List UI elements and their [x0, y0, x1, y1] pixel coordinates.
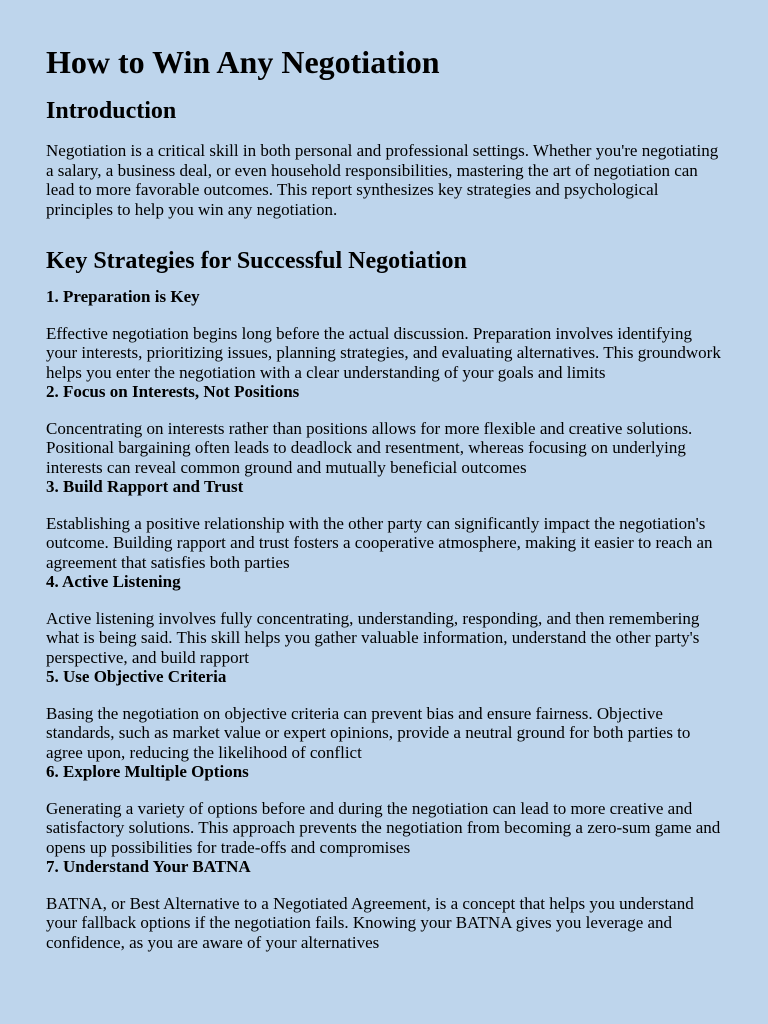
strategy-item-5: [46, 667, 722, 762]
strategy-title: 4. Active Listening: [46, 572, 181, 591]
strategy-body: BATNA, or Best Alternative to a Negotiated Agreement, is a concept that helps you understand your fallback options if the negotiation fails. Knowing your BATNA gives you leverage and confidence, as you are aware of your alternatives: [46, 893, 694, 952]
strategy-item-6: [46, 762, 722, 857]
strategy-body: Active listening involves fully concentrating, understanding, responding, and then remembering what is being said. This skill helps you gather valuable information, understand the other party's perspective, and build rapport: [46, 608, 700, 667]
strategy-body: Effective negotiation begins long before the actual discussion. Preparation involves identifying your interests, prioritizing issues, planning strategies, and evaluating alternatives. This groundwork helps you enter the negotiation with a clear understanding of your goals and limits: [46, 323, 721, 382]
strategy-item-2: [46, 382, 722, 477]
strategy-title: 6. Explore Multiple Options: [46, 762, 249, 781]
strategy-body: Establishing a positive relationship with the other party can significantly impact the negotiation's outcome. Building rapport and trust fosters a cooperative atmosphere, making it easier to reach an agreement that satisfies both parties: [46, 513, 713, 572]
strategy-title: 7. Understand Your BATNA: [46, 857, 251, 876]
strategy-title: 2. Focus on Interests, Not Positions: [46, 382, 300, 401]
strategy-item-4: [46, 572, 722, 667]
strategy-body: Generating a variety of options before and during the negotiation can lead to more creative and satisfactory solutions. This approach prevents the negotiation from becoming a zero-sum game and opens up possibilities for trade-offs and compromises: [46, 798, 721, 857]
strategy-body: Basing the negotiation on objective criteria can prevent bias and ensure fairness. Objective standards, such as market value or expert opinions, provide a neutral ground for both parties to agree upon, reducing the likelihood of conflict: [46, 703, 691, 762]
introduction-heading: Introduction: [46, 98, 177, 124]
strategy-body: Concentrating on interests rather than positions allows for more flexible and creative solutions. Positional bargaining often leads to deadlock and resentment, whereas focusing on underlying interests can reveal common ground and mutually beneficial outcomes: [46, 418, 693, 477]
strategies-list: [46, 287, 722, 952]
strategy-title: 3. Build Rapport and Trust: [46, 477, 244, 496]
introduction-paragraph: Negotiation is a critical skill in both personal and professional settings. Whether you're negotiating a salary, a business deal, or even household responsibilities, mastering the art of negotiation can lead to more favorable outcomes. This report synthesizes key strategies and psychological principles to help you win any negotiation.: [46, 141, 719, 219]
page-title: How to Win Any Negotiation: [46, 44, 440, 80]
strategy-title: 5. Use Objective Criteria: [46, 667, 227, 686]
strategy-item-3: [46, 477, 722, 572]
strategy-item-7: [46, 857, 722, 952]
strategy-item-1: [46, 287, 722, 382]
strategy-title: 1. Preparation is Key: [46, 287, 200, 306]
strategies-heading: Key Strategies for Successful Negotiation: [46, 248, 467, 274]
